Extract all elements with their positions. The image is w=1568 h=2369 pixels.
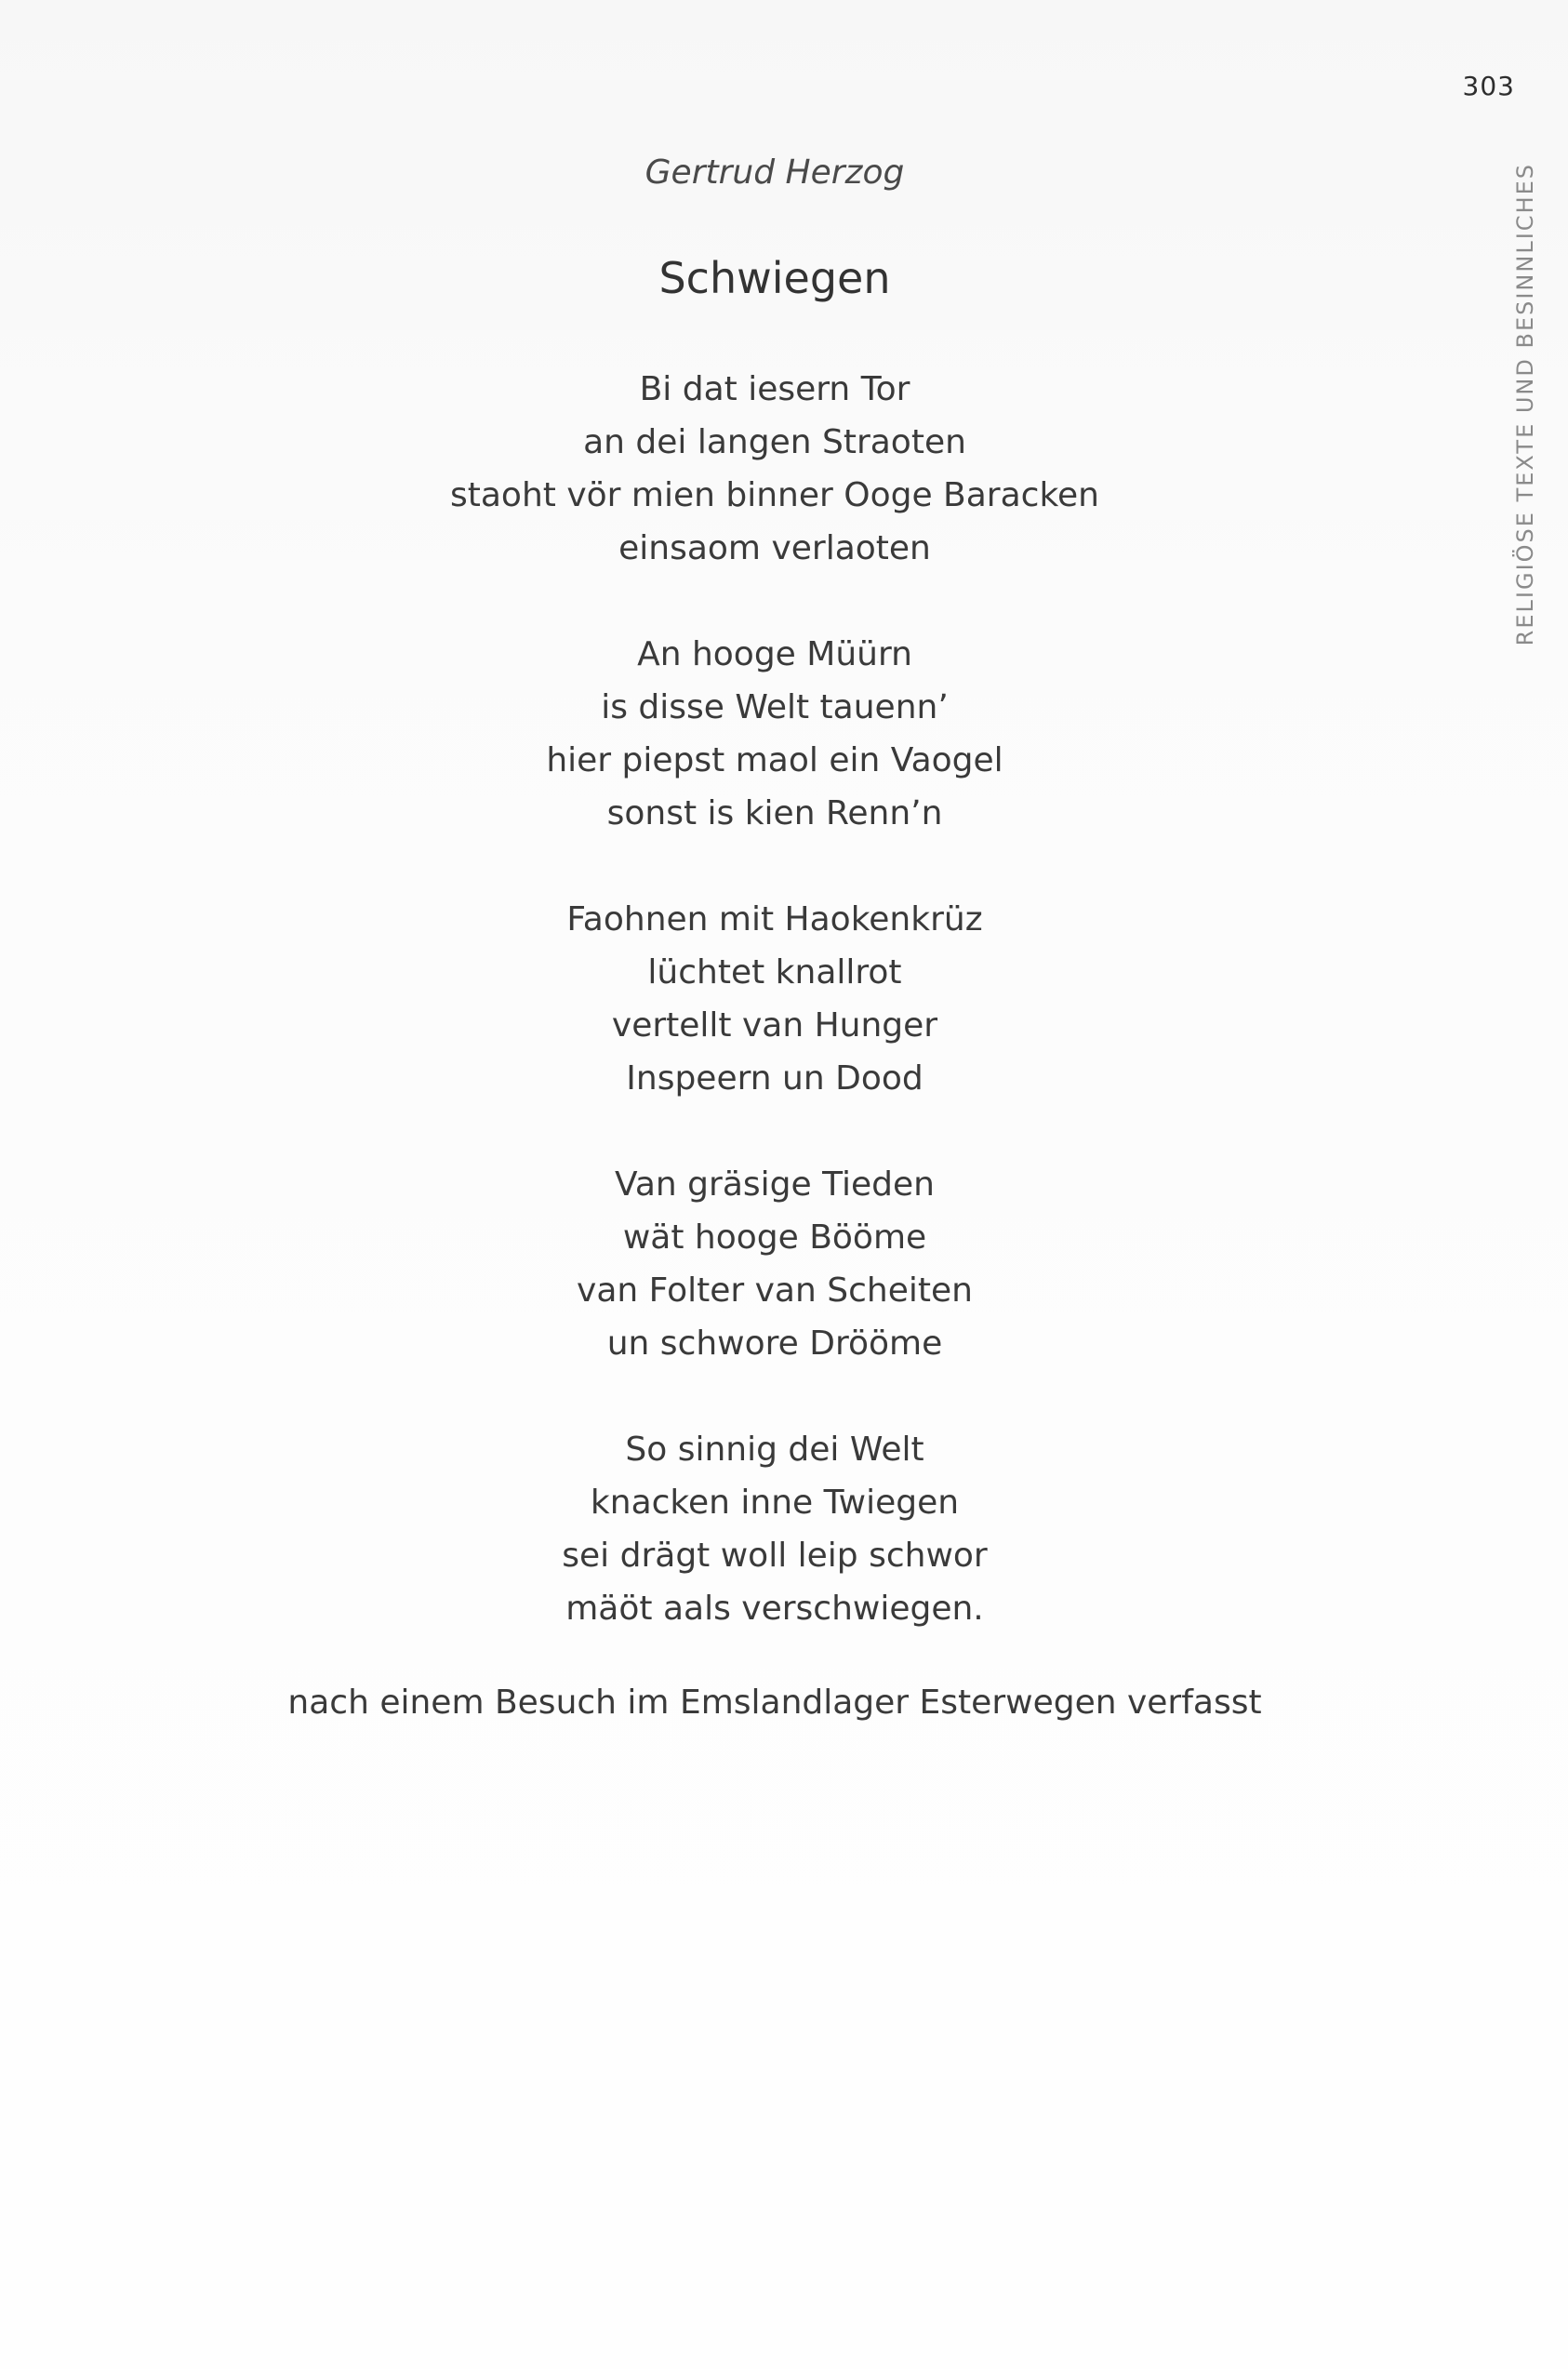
- stanza-1: [0, 363, 1549, 575]
- poem-line: sei drägt woll leip schwor: [562, 1537, 988, 1575]
- stanza-5: [0, 1423, 1549, 1635]
- poem-line: is disse Welt tauenn’: [601, 688, 949, 726]
- stanza-3: [0, 893, 1549, 1105]
- poem-line: staoht vör mien binner Ooge Baracken: [449, 476, 1099, 514]
- poem-title: Schwiegen: [658, 253, 891, 303]
- chapter-side-label-text: RELIGIÖSE TEXTE UND BESINNLICHES: [1512, 163, 1538, 646]
- poem-line: Bi dat iesern Tor: [639, 370, 910, 408]
- poem-line: wät hooge Bööme: [622, 1218, 927, 1257]
- poem-line: lüchtet knallrot: [647, 953, 902, 992]
- poem-body: [0, 363, 1549, 1688]
- poem-line: mäöt aals verschwiegen.: [565, 1590, 984, 1628]
- poem-note: nach einem Besuch im Emslandlager Esterwegen verfasst: [287, 1684, 1262, 1722]
- poem-line: knacken inne Twiegen: [590, 1484, 960, 1522]
- poem-line: einsaom verlaoten: [618, 529, 931, 567]
- poem-line: vertellt van Hunger: [611, 1006, 938, 1045]
- poem-line: un schwore Drööme: [606, 1324, 943, 1363]
- poem-author: Gertrud Herzog: [644, 153, 905, 192]
- poem-line: hier piepst maol ein Vaogel: [546, 741, 1003, 779]
- poem-line: Inspeern un Dood: [626, 1059, 924, 1098]
- poem-line: So sinnig dei Welt: [625, 1431, 924, 1469]
- page-number: 303: [1462, 71, 1515, 101]
- poem-line: an dei langen Straoten: [583, 423, 966, 461]
- stanza-2: [0, 628, 1549, 840]
- stanza-4: [0, 1158, 1549, 1370]
- poem-line: van Folter van Scheiten: [577, 1271, 973, 1310]
- poem-line: Faohnen mit Haokenkrüz: [566, 900, 983, 938]
- poem-line: Van gräsige Tieden: [615, 1165, 935, 1204]
- poem-line: sonst is kien Renn’n: [606, 794, 943, 832]
- poem-line: An hooge Müürn: [637, 635, 912, 673]
